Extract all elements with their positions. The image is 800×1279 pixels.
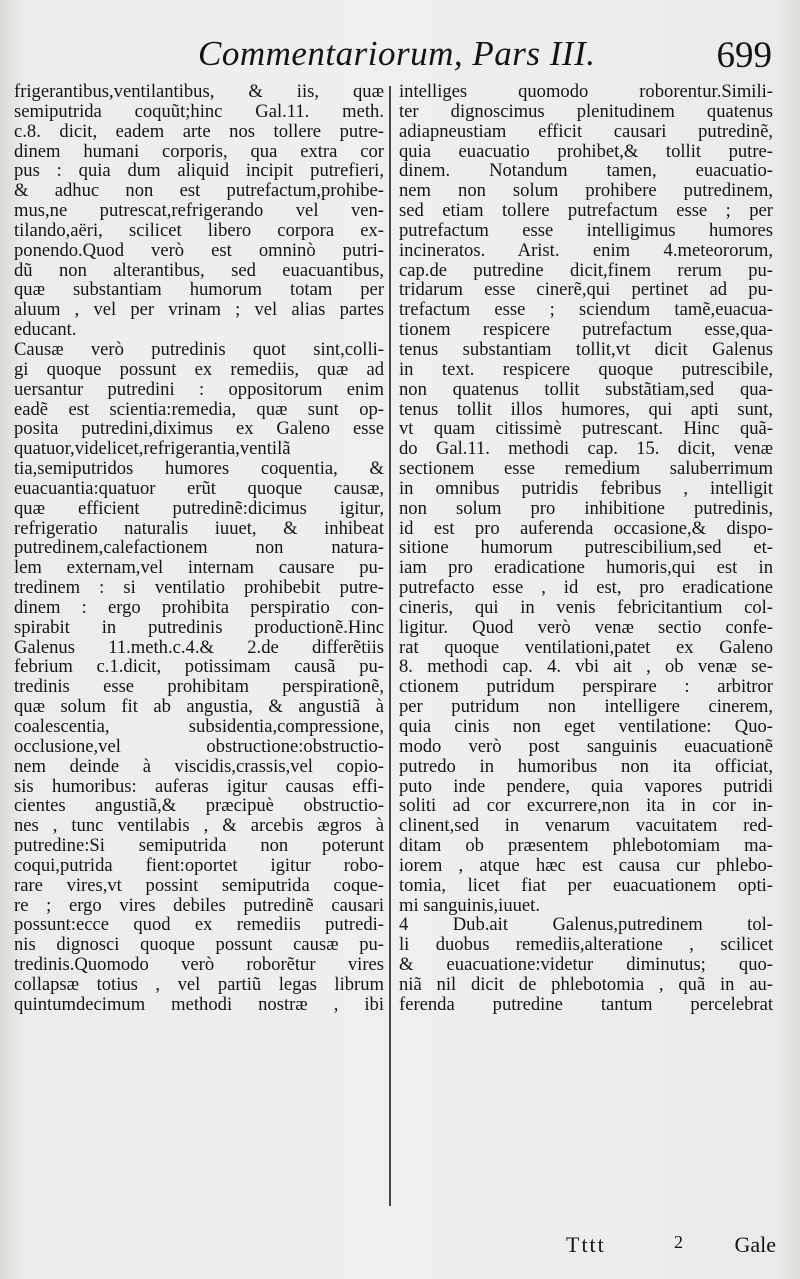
text-line: ferenda putredine tantum percelebrat <box>399 994 773 1015</box>
text-line: quia euacuatio prohibet,& tollit putre- <box>399 141 773 162</box>
text-line: dinem humani corporis, qua extra cor <box>14 141 384 162</box>
signature-mark: Tttt <box>566 1232 606 1257</box>
signature-number: 2 <box>674 1232 683 1252</box>
text-line: non quatenus tollit substãtiam,sed qua- <box>399 379 773 400</box>
text-line: pus : quia dum aliquid incipit putrefieri, <box>14 161 384 182</box>
text-line: Causæ verò putredinis quot sint,colli- <box>14 339 384 360</box>
text-line: tredinis esse prohibitam perspirationẽ, <box>14 677 384 698</box>
text-line: cineris, qui in venis febricitantium col- <box>399 597 773 618</box>
text-line: refrigeratio naturalis iuuet, & inhibeat <box>14 518 384 539</box>
text-line: dũ non alterantibus, sed euacuantibus, <box>14 260 384 281</box>
text-line: intelliges quomodo roborentur.Simili- <box>399 82 773 102</box>
text-line: cap.de putredine dicit,finem rerum pu- <box>399 260 773 281</box>
text-line: clinent,sed in venarum vacuitatem red- <box>399 816 773 837</box>
text-line: sed etiam tollere putrefactum esse ; per <box>399 201 773 221</box>
text-line: semiputrida coquũt;hinc Gal.11. meth. <box>14 101 384 122</box>
text-line: id est pro auferenda occasione,& dispo- <box>399 518 773 539</box>
text-line: sectionem esse remedium saluberrimum <box>399 459 773 479</box>
text-line: niã nil dicit de phlebotomia , quã in au- <box>399 974 773 995</box>
text-line: tredinem : si ventilatio prohibebit putre- <box>14 578 384 598</box>
text-line: incineratos. Arist. enim 4.meteororum, <box>399 240 773 261</box>
text-line: iorem , atque hæc est causa cur phlebo- <box>399 855 773 876</box>
text-line: febrium c.1.dicit, potissimam causã pu- <box>14 657 384 678</box>
right-text-column <box>399 82 773 1202</box>
text-line: nem non solum prohibere putredinem, <box>399 181 773 202</box>
text-line: dinem. Notandum tamen, euacuatio- <box>399 161 773 182</box>
text-line: tenus substantiam tollit,vt dicit Galenus <box>399 339 773 360</box>
text-line: trefactum esse ; sciendum tamẽ,euacua- <box>399 300 773 321</box>
text-line: mi sanguinis,iuuet. <box>399 895 540 916</box>
text-line: & adhuc non est putrefactum,prohibe- <box>14 181 384 202</box>
text-line: puto inde pendere, quia vapores putridi <box>399 776 773 797</box>
text-line: nes , tunc ventilabis , & arcebis ægros à <box>14 816 384 837</box>
text-line: coalescentia, subsidentia,compressione, <box>14 717 384 737</box>
text-line: coqui,putrida fient:oportet igitur robo- <box>14 855 384 876</box>
text-line: vt quam citissimè putrescant. Hinc quã- <box>399 419 773 440</box>
text-line: tridarum esse cinerẽ,qui pertinet ad pu- <box>399 280 773 301</box>
text-line: quatuor,videlicet,refrigerantia,ventilã <box>14 439 291 460</box>
text-line: ctionem putridum perspirare : arbitror <box>399 677 773 698</box>
catchword: Gale <box>734 1232 776 1257</box>
text-line: tilando,aëri, scilicet libero corpora ex- <box>14 220 384 241</box>
text-line: do Gal.11. methodi cap. 15. dicit, venæ <box>399 439 773 460</box>
text-line: non solum pro inhibitione putredinis, <box>399 498 773 519</box>
text-line: putredine:Si semiputrida non poterunt <box>14 836 384 856</box>
text-line: uersantur putredini : oppositorum enim <box>14 379 384 400</box>
text-line: Galenus 11.meth.c.4.& 2.de differẽtiis <box>14 637 384 658</box>
text-line: tomia, licet fiat per euacuationem opti- <box>399 875 773 896</box>
text-line: collapsæ totius , vel partiũ legas librum <box>14 974 384 995</box>
text-line: c.8. dicit, eadem arte nos tollere putre- <box>14 121 384 142</box>
text-line: ligitur. Quod verò venæ sectio confe- <box>399 617 773 638</box>
text-line: tia,semiputridos humores coquentia, & <box>14 459 384 479</box>
text-line: & euacuatione:videtur diminutus; quo- <box>399 955 773 975</box>
text-line: re ; ergo vires debiles putredinẽ causari <box>14 895 384 916</box>
text-line: educant. <box>14 320 77 340</box>
text-line: quia cinis non eget ventilatione: Quo- <box>399 717 773 737</box>
text-line: 4 Dub.ait Galenus,putredinem tol- <box>399 915 773 936</box>
text-line: occlusione,vel obstructione:obstructio- <box>14 736 384 757</box>
text-line: in text. respicere quoque putrescibile, <box>399 359 773 380</box>
running-head <box>0 30 800 90</box>
text-line: ditam ob præsentem phlebotomiam ma- <box>399 836 773 856</box>
page-number: 699 <box>716 35 772 76</box>
text-line: quæ solum fit ab angustia, & angustiã à <box>14 697 384 717</box>
left-text-column <box>14 82 384 1202</box>
text-line: possunt:ecce quod ex remediis putredi- <box>14 915 384 936</box>
page-footer <box>566 1232 776 1262</box>
text-line: in omnibus putridis febribus , intelligit <box>399 478 773 499</box>
text-line: sis humoribus: auferas igitur causas effi- <box>14 776 384 797</box>
text-line: iam pro eradicatione humoris,qui est in <box>399 558 773 579</box>
text-line: quæ substantiam humorum totam per <box>14 280 384 301</box>
text-line: modo verò post sanguinis euacuationẽ <box>399 736 773 757</box>
text-line: nis dignosci quoque possunt causæ pu- <box>14 935 384 956</box>
text-line: tredinis.Quomodo verò roborẽtur vires <box>14 955 384 975</box>
text-line: eadẽ est scientia:remedia, quæ sunt op- <box>14 399 384 420</box>
text-line: euacuantia:quatuor erũt quoque causæ, <box>14 478 384 499</box>
text-line: frigerantibus,ventilantibus, & iis, quæ <box>14 82 384 102</box>
text-line: li duobus remediis,alteratione , scilicet <box>399 935 773 956</box>
text-line: tionem respicere putrefactum esse,qua- <box>399 320 773 340</box>
text-line: ter dignoscimus plenitudinem quatenus <box>399 101 773 122</box>
text-line: dinem : ergo prohibita perspiratio con- <box>14 597 384 618</box>
text-line: soliti ad cor excurrere,non ita in cor in- <box>399 796 773 817</box>
text-line: gi quoque possunt ex remediis, quæ ad <box>14 359 384 380</box>
text-line: tenus tollit illos humores, qui apti sunt, <box>399 399 773 420</box>
text-line: mus,ne putrescat,refrigerando vel ven- <box>14 201 384 221</box>
text-line: nem deinde à viscidis,crassis,vel copio- <box>14 756 384 777</box>
text-line: lem externam,vel internam causare pu- <box>14 558 384 579</box>
column-divider-rule <box>389 86 391 1206</box>
running-title: Commentariorum, Pars III. <box>198 34 596 73</box>
text-line: posita putredini,diximus ex Galeno esse <box>14 419 384 440</box>
text-line: putrefacto esse , id est, pro eradicatione <box>399 578 773 598</box>
text-line: putredinem,calefactionem non natura- <box>14 538 384 559</box>
text-line: rat quoque ventilationi,patet ex Galeno <box>399 637 773 658</box>
text-line: per putridum non intelligere cinerem, <box>399 697 773 717</box>
text-line: putredo in humoribus non ita officiat, <box>399 756 773 777</box>
text-line: spirabit in putredinis productionẽ.Hinc <box>14 617 384 638</box>
text-line: cientes angustiã,& præcipuè obstructio- <box>14 796 384 817</box>
text-line: sitione humorum putrescibilium,sed et- <box>399 538 773 559</box>
text-line: quintumdecimum methodi nostræ , ibi <box>14 994 384 1015</box>
text-line: 8. methodi cap. 4. vbi ait , ob venæ se- <box>399 657 773 678</box>
text-line: ponendo.Quod verò est omninò putri- <box>14 240 384 261</box>
text-line: adiapneustiam efficit causari putredinẽ, <box>399 121 773 142</box>
text-line: aluum , vel per vrinam ; vel alias partes <box>14 300 384 321</box>
text-line: rare vires,vt possint semiputrida coque- <box>14 875 384 896</box>
text-line: putrefactum esse intelligimus humores <box>399 220 773 241</box>
text-line: quæ efficient putredinẽ:dicimus igitur, <box>14 498 384 519</box>
